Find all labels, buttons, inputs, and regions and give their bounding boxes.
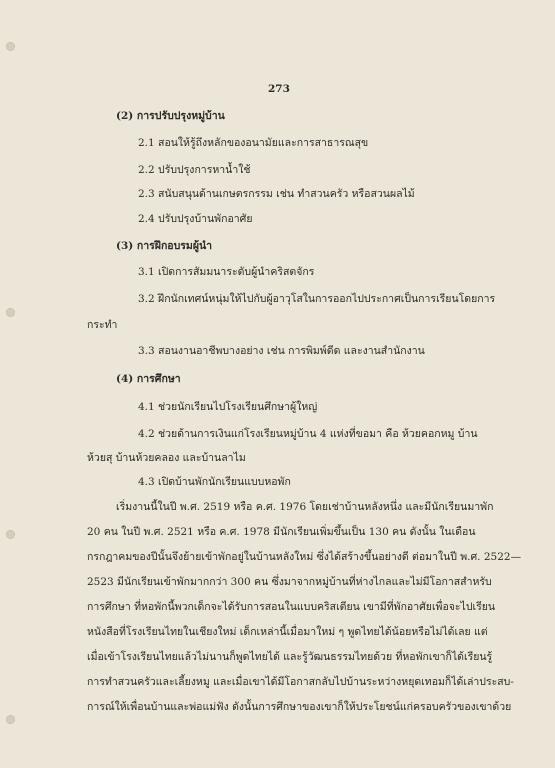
list-item: 2.3 สนับสนุนด้านเกษตรกรรม เช่น ทำสวนครัว หรือสวนผลไม้	[138, 188, 415, 200]
paragraph-line: เมื่อเข้าโรงเรียนไทยแล้วไม่นานก็พูดไทยได้ และรู้วัฒนธรรมไทยด้วย ที่หอพักเขาก็ได้เรียนรู้	[87, 651, 493, 663]
section-heading: (4) การศึกษา	[116, 373, 181, 385]
binder-hole	[6, 42, 15, 51]
binder-hole	[6, 715, 15, 724]
list-item: 3.2 ฝึกนักเทศน์หนุ่มให้ไปกับผู้อาวุโสในการออกไปประกาศเป็นการเรียนโดยการ	[138, 293, 496, 305]
paragraph-line: 20 คน ในปี พ.ศ. 2521 หรือ ค.ศ. 1978 มีนักเรียนเพิ่มขึ้นเป็น 130 คน ดังนั้น ในเดือน	[87, 526, 476, 538]
list-item: 2.2 ปรับปรุงการหาน้ำใช้	[138, 164, 251, 176]
paragraph-line: การศึกษา ที่หอพักนี้พวกเด็กจะได้รับการสอนในแบบคริสเตียน เขามีที่พักอาศัยเพื่อจะไปเรียน	[87, 601, 496, 613]
paragraph-line: การทำสวนครัวและเลี้ยงหมู และเมื่อเขาได้มีโอกาสกลับไปบ้านระหว่างหยุดเทอมก็ได้เล่าประสบ-	[87, 676, 514, 688]
binder-hole	[6, 530, 15, 539]
list-item-continuation: กระทำ	[87, 319, 118, 331]
paragraph-line: 2523 มีนักเรียนเข้าพักมากกว่า 300 คน ซึ่งมาจากหมู่บ้านที่ห่างไกลและไม่มีโอกาสสำหรับ	[87, 576, 492, 588]
page-number: 273	[268, 83, 290, 95]
list-item: 2.4 ปรับปรุงบ้านพักอาศัย	[138, 213, 253, 225]
list-item: 4.3 เปิดบ้านพักนักเรียนแบบหอพัก	[138, 476, 291, 488]
list-item: 4.1 ช่วยนักเรียนไปโรงเรียนศึกษาผู้ใหญ่	[138, 401, 318, 413]
list-item: 2.1 สอนให้รู้ถึงหลักของอนามัยและการสาธารณสุข	[138, 137, 369, 149]
section-heading: (2) การปรับปรุงหมู่บ้าน	[116, 110, 225, 122]
paragraph-line: กรกฎาคมของปีนั้นจึงย้ายเข้าพักอยู่ในบ้านหลังใหม่ ซึ่งได้สร้างขึ้นอย่างดี ต่อมาในปี พ.ศ. 2522—	[87, 551, 522, 563]
paragraph-line: การณ์ให้เพื่อนบ้านและพ่อแม่ฟัง ดังนั้นการศึกษาของเขาก็ให้ประโยชน์แก่ครอบครัวของเขาด้วย	[87, 701, 512, 713]
section-heading: (3) การฝึกอบรมผู้นำ	[116, 240, 213, 252]
list-item-continuation: ห้วยสุ บ้านห้วยคลอง และบ้านลาไม	[87, 452, 246, 464]
list-item: 4.2 ช่วยด้านการเงินแก่โรงเรียนหมู่บ้าน 4 แห่งที่ขอมา คือ ห้วยคอกหมู บ้าน	[138, 428, 478, 440]
paragraph-line: เริ่มงานนี้ในปี พ.ศ. 2519 หรือ ค.ศ. 1976 โดยเช่าบ้านหลังหนึ่ง และมีนักเรียนมาพัก	[116, 501, 494, 513]
list-item: 3.1 เปิดการสัมมนาระดับผู้นำคริสตจักร	[138, 266, 315, 278]
binder-hole	[6, 308, 15, 317]
list-item: 3.3 สอนงานอาชีพบางอย่าง เช่น การพิมพ์ดีด และงานสำนักงาน	[138, 345, 425, 357]
paragraph-line: หนังสือที่โรงเรียนไทยในเชียงใหม่ เด็กเหล่านี้เมื่อมาใหม่ ๆ พูดไทยได้น้อยหรือไม่ได้เลย แต่	[87, 626, 488, 638]
